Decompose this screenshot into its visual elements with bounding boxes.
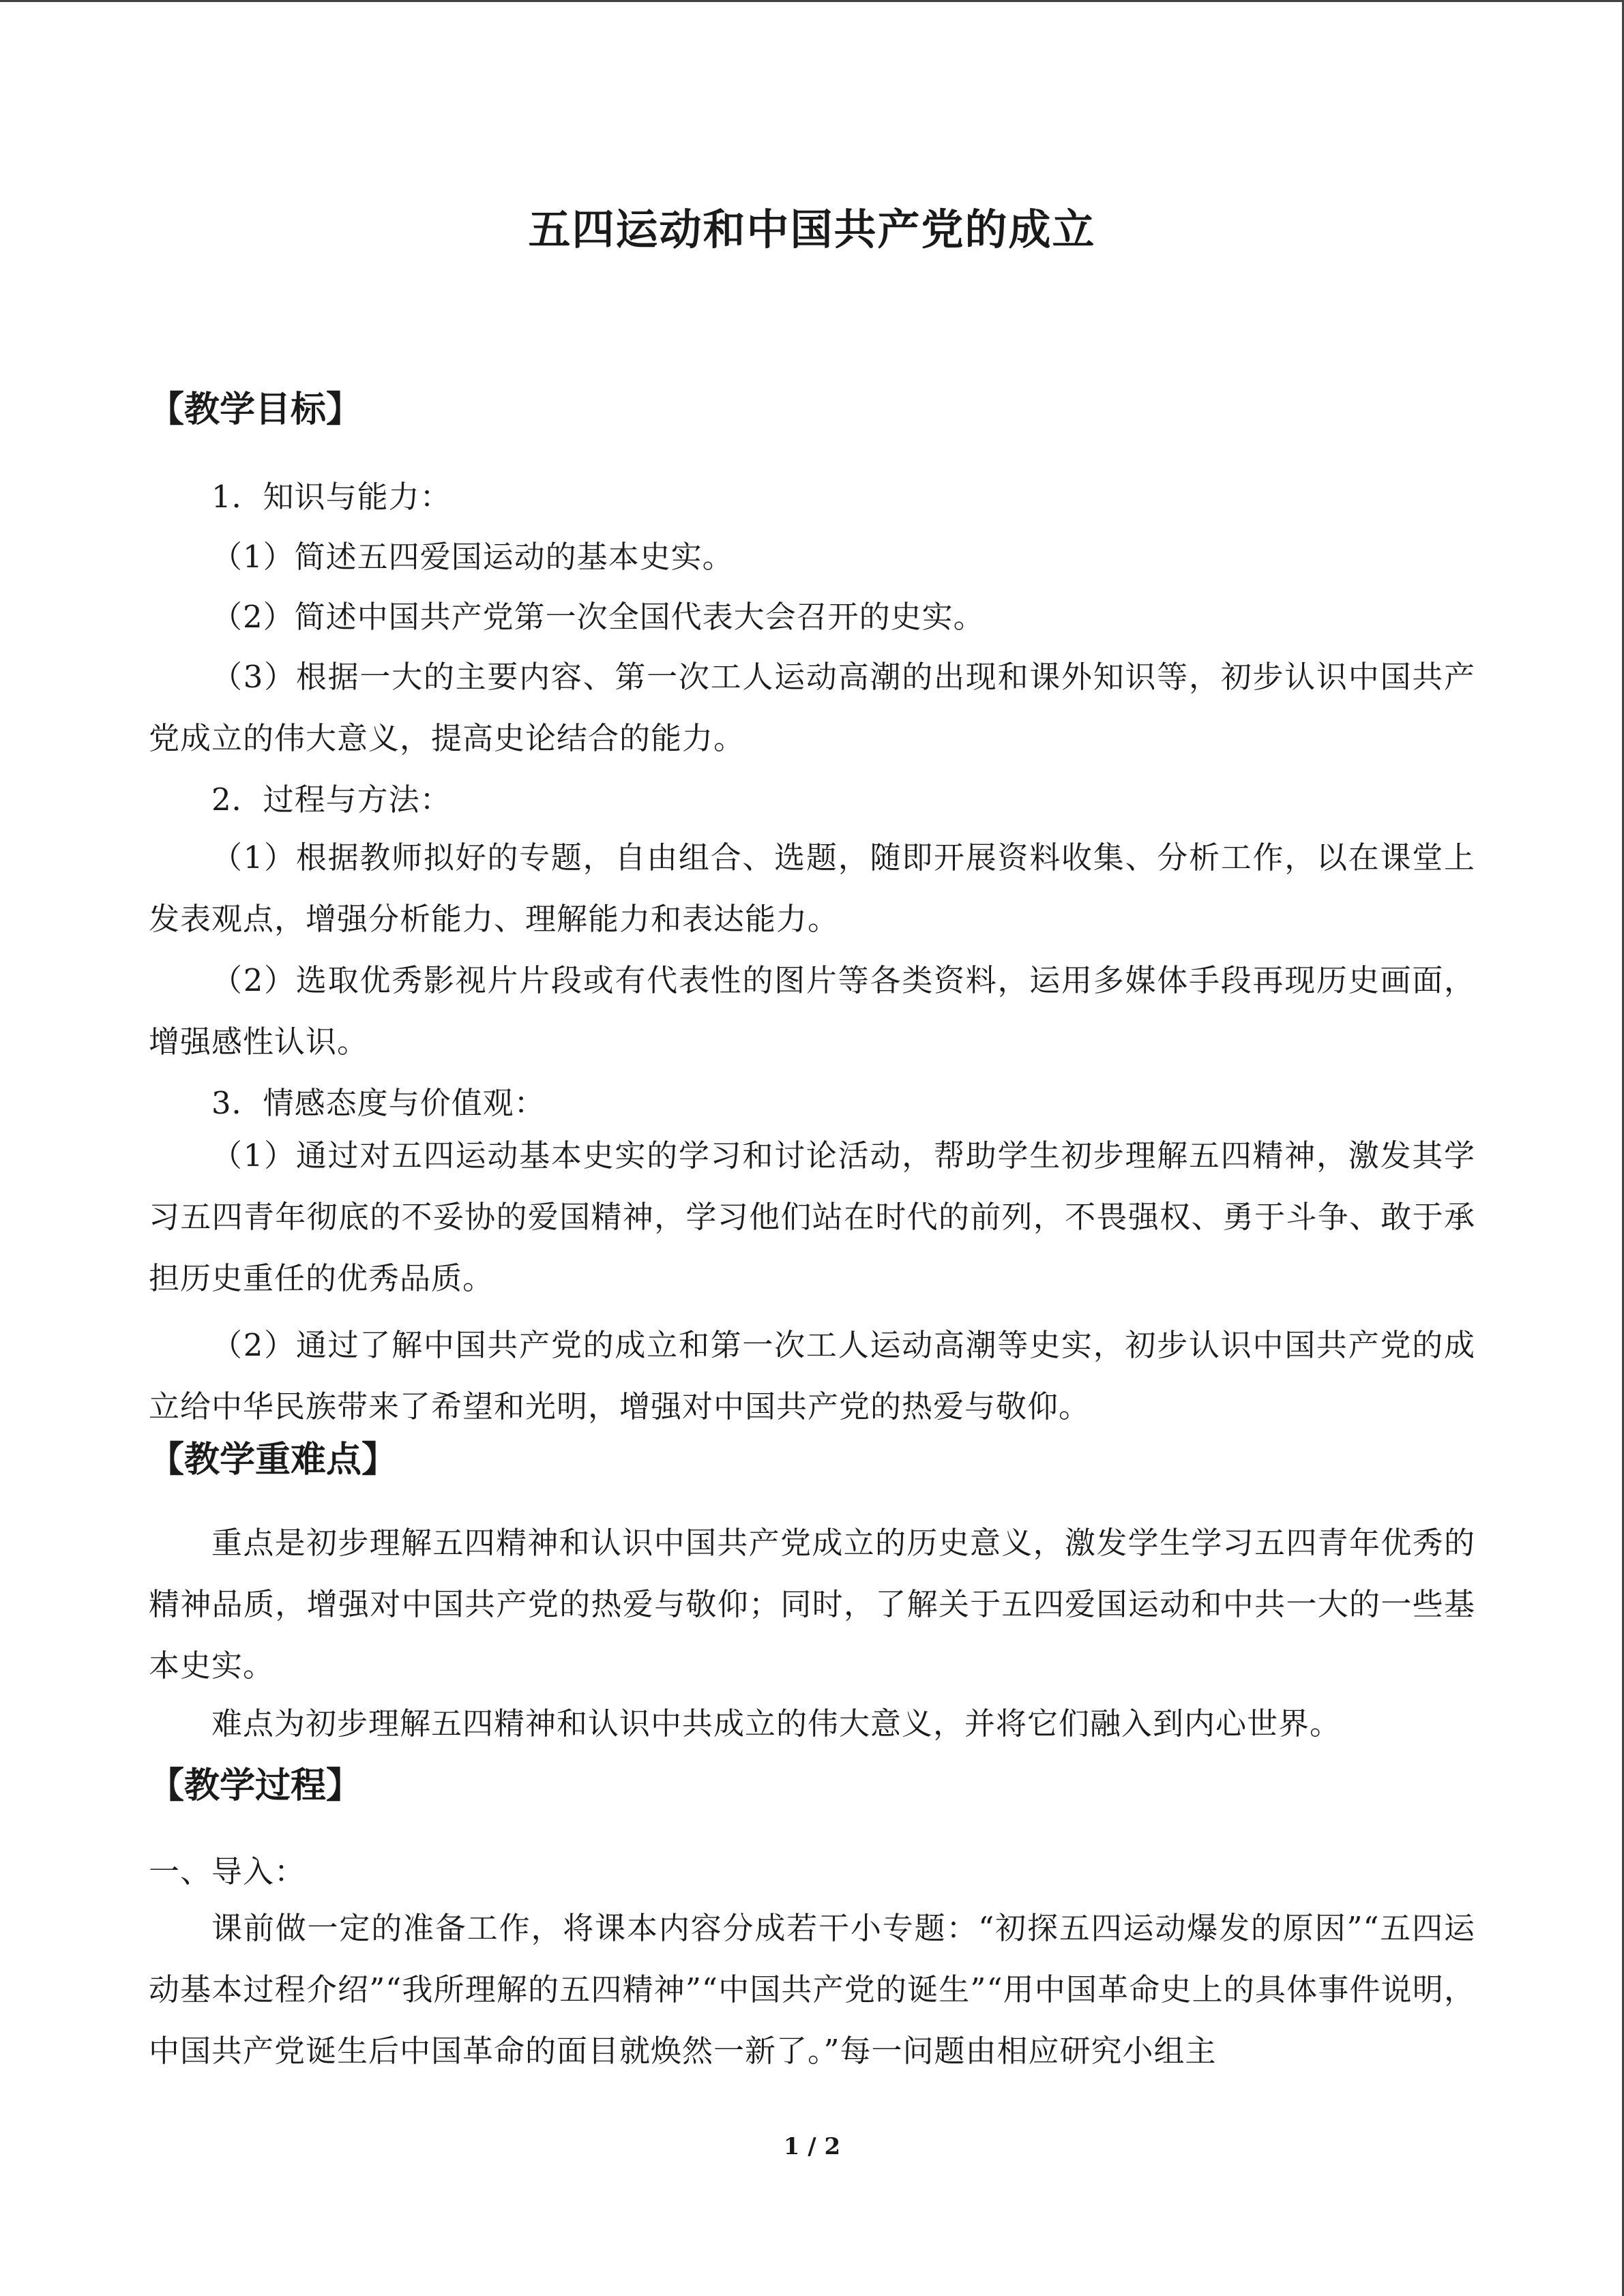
objectives-item-3-2: （2）通过了解中国共产党的成立和第一次工人运动高潮等史实，初步认识中国共产党的成立给中华民族带来了希望和光明，增强对中国共产党的热爱与敬仰。 (149, 1327, 1475, 1425)
process-intro-label: 一、导入： (149, 1853, 306, 1890)
objectives-item-1-3: （3）根据一大的主要内容、第一次工人运动高潮的出现和课外知识等，初步认识中国共产党成立的伟大意义，提高史论结合的能力。 (149, 659, 1475, 756)
objectives-item-2-2: （2）选取优秀影视片片段或有代表性的图片等各类资料，运用多媒体手段再现历史画面，增强感性认识。 (149, 962, 1475, 1060)
section-heading-key-points: 【教学重难点】 (149, 1439, 398, 1480)
objectives-item-2-1: （1）根据教师拟好的专题，自由组合、选题，随即开展资料收集、分析工作，以在课堂上发表观点，增强分析能力、理解能力和表达能力。 (149, 839, 1475, 937)
document-title: 五四运动和中国共产党的成立 (528, 205, 1096, 254)
process-intro-text: 课前做一定的准备工作，将课本内容分成若干小专题：“初探五四运动爆发的原因”“五四运动基本过程介绍”“我所理解的五四精神”“中国共产党的诞生”“用中国革命史上的具体事件说明，中国共产党诞生后中国革命的面目就焕然一新了。”每一问题由相应研究小组主 (149, 1910, 1475, 2069)
section-heading-process: 【教学过程】 (149, 1765, 362, 1806)
objectives-item-1: 1．知识与能力： (211, 479, 452, 515)
key-points-difficulty: 难点为初步理解五四精神和认识中共成立的伟大意义，并将它们融入到内心世界。 (211, 1705, 1342, 1742)
key-points-focus: 重点是初步理解五四精神和认识中国共产党成立的历史意义，激发学生学习五四青年优秀的精神品质，增强对中国共产党的热爱与敬仰；同时，了解关于五四爱国运动和中共一大的一些基本史实。 (149, 1525, 1475, 1684)
objectives-item-1-2: （2）简述中国共产党第一次全国代表大会召开的史实。 (211, 599, 985, 635)
objectives-item-2: 2．过程与方法： (211, 781, 452, 818)
objectives-item-3: 3．情感态度与价值观： (211, 1085, 546, 1121)
objectives-item-1-1: （1）简述五四爱国运动的基本史实。 (211, 539, 734, 575)
page-border-top (0, 0, 1624, 2)
objectives-item-3-1: （1）通过对五四运动基本史实的学习和讨论活动，帮助学生初步理解五四精神，激发其学习五四青年彻底的不妥协的爱国精神，学习他们站在时代的前列，不畏强权、勇于斗争、敢于承担历史重任的优秀品质。 (149, 1137, 1475, 1296)
page-number: 1 / 2 (783, 2133, 841, 2160)
section-heading-objectives: 【教学目标】 (149, 389, 362, 430)
